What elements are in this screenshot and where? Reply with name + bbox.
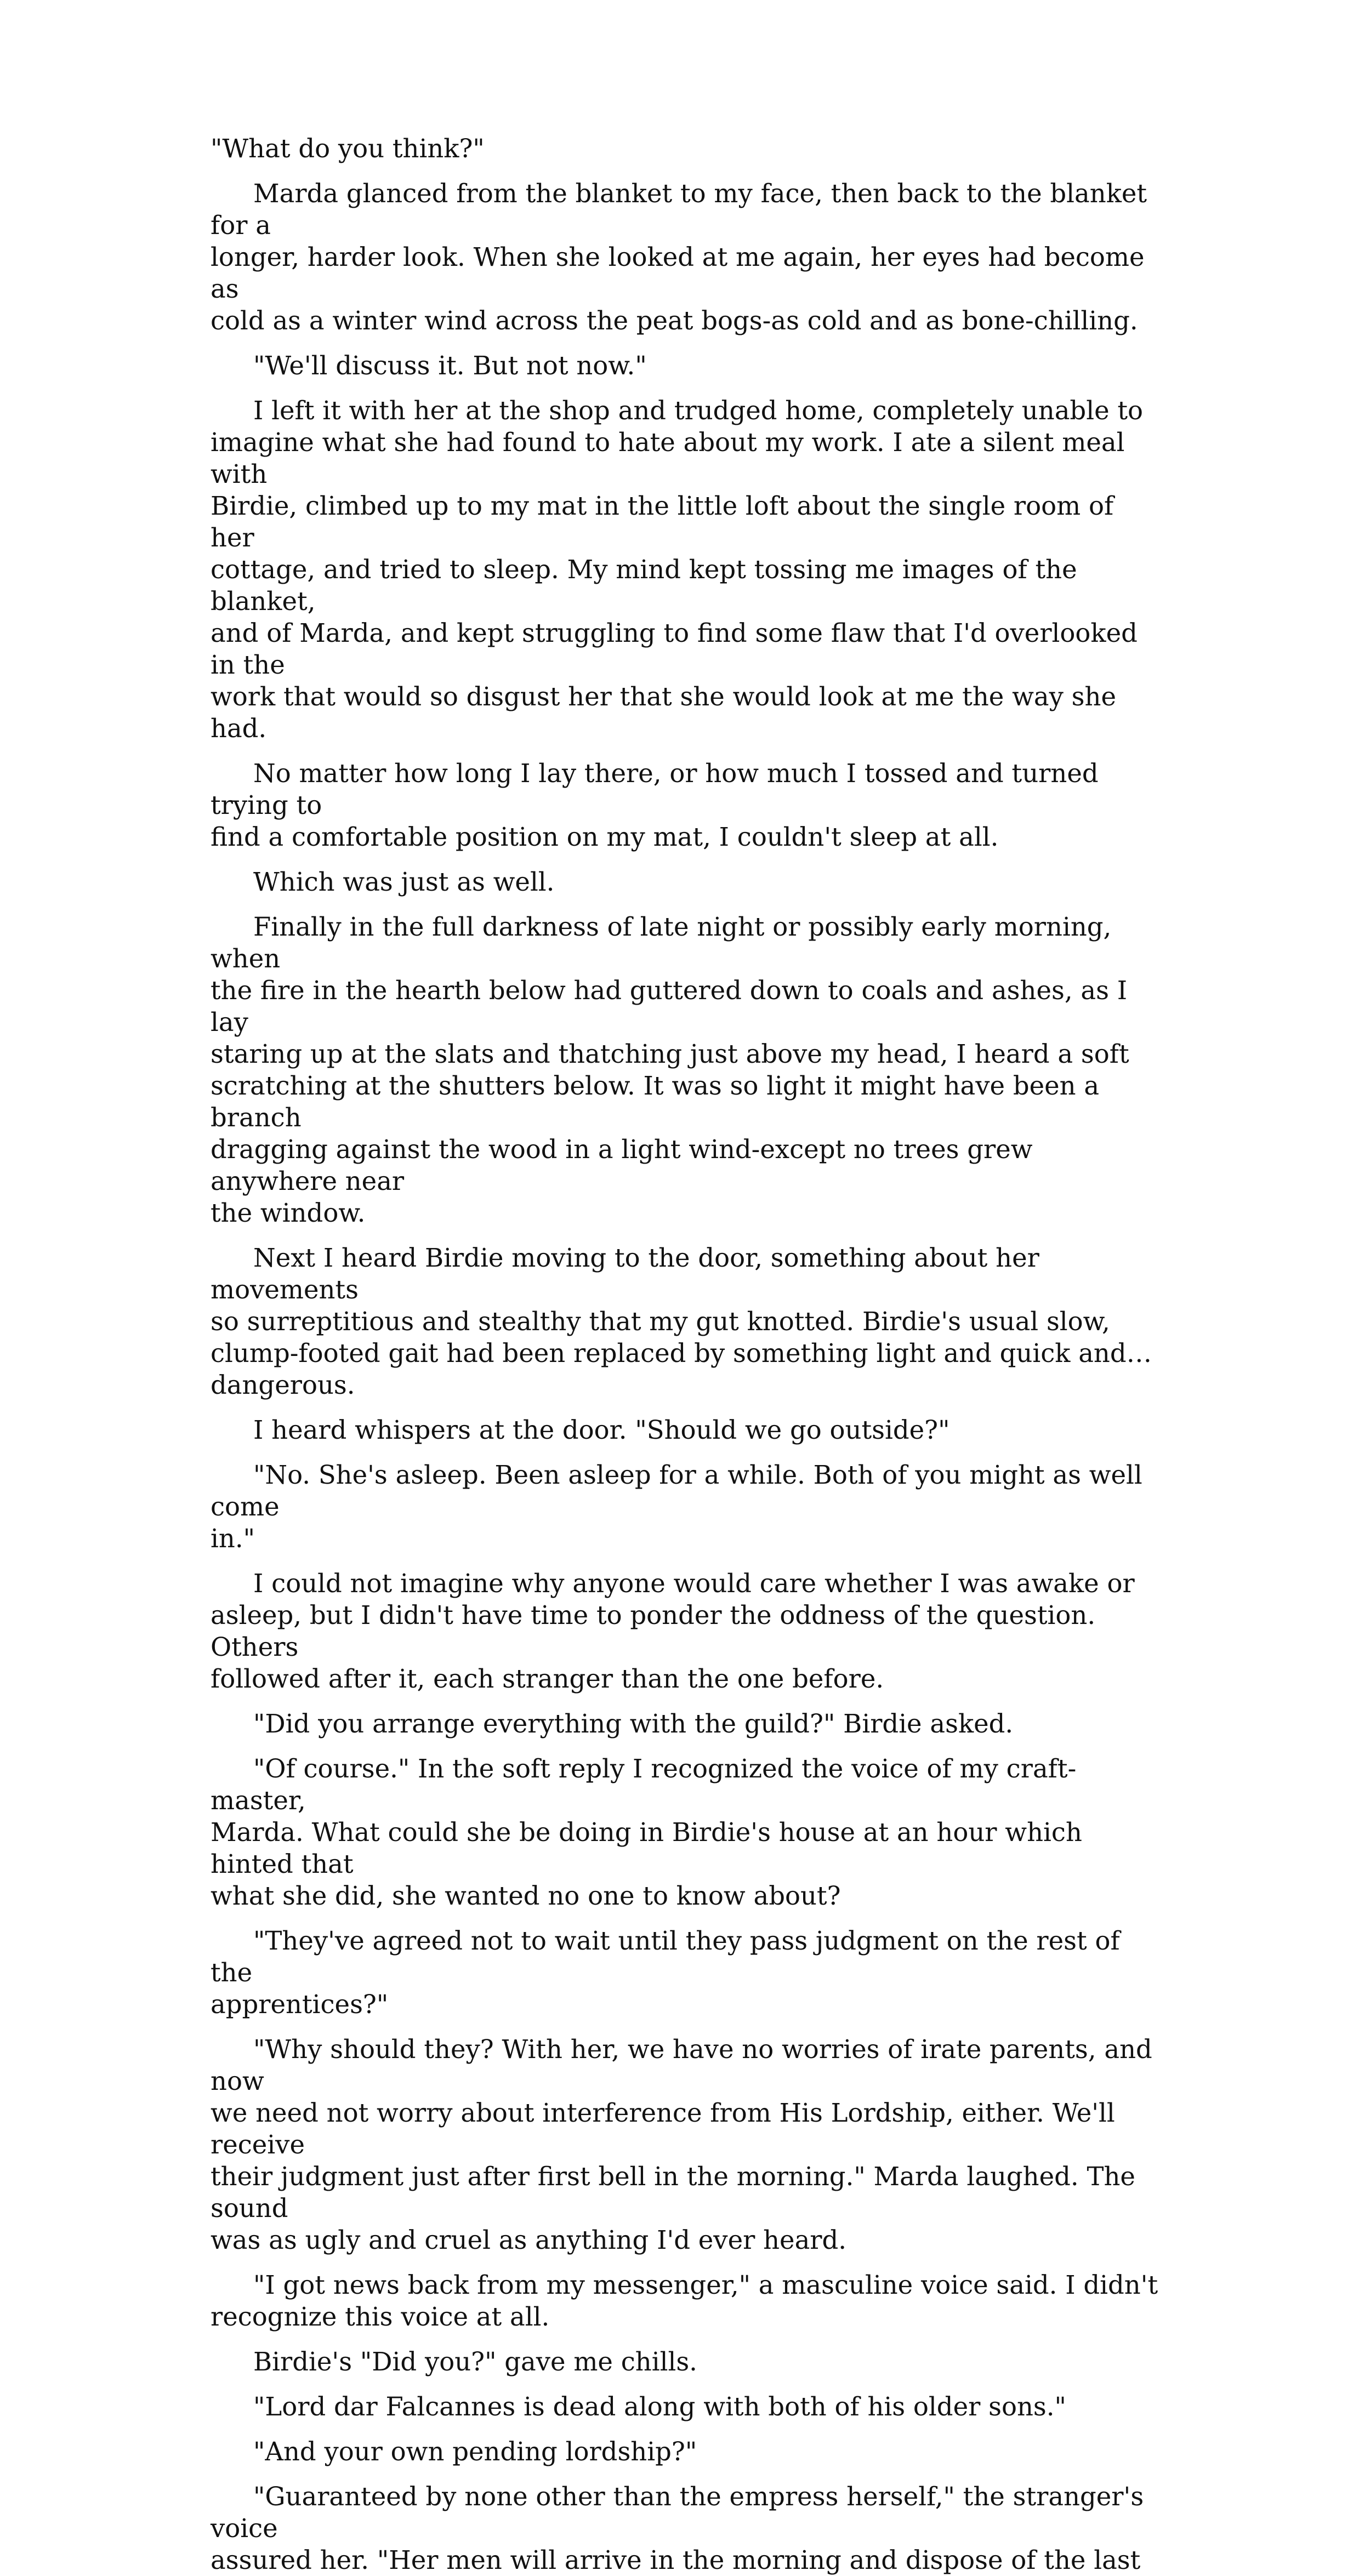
paragraph: Which was just as well.: [253, 867, 555, 897]
paragraph: "I got news back from my messenger," a masculine voice said. I didn't recognize this voice at all.: [211, 2270, 1158, 2332]
paragraph: I heard whispers at the door. "Should we go outside?": [253, 1415, 950, 1445]
paragraph: "Lord dar Falcannes is dead along with both of his older sons.": [253, 2392, 1066, 2421]
paragraph: "They've agreed not to wait until they pass judgment on the rest of the apprentices?": [211, 1926, 1120, 2019]
paragraph: "No. She's asleep. Been asleep for a while. Both of you might as well come in.": [211, 1460, 1142, 1553]
paragraph: Finally in the full darkness of late night or possibly early morning, when the fire in the hearth below had guttered down to coals and ashes, as I lay staring up at the slats and thatching just above my head, I heard a soft scratching at the shutters below. It was so light it might have been a branch dragging against the wood in a light wind-except no trees grew anywhere near the window.: [211, 912, 1129, 1228]
paragraph: Next I heard Birdie moving to the door, something about her movements so surreptitious and stealthy that my gut knotted. Birdie's usual slow, clump-footed gait had been replaced by something light and quick and… dangerous.: [211, 1243, 1152, 1400]
paragraph: "Of course." In the soft reply I recognized the voice of my craft-master, Marda. What could she be doing in Birdie's house at an hour which hinted that what she did, she wanted no one to know about?: [211, 1754, 1082, 1911]
paragraph: "And your own pending lordship?": [253, 2437, 697, 2466]
paragraph: "Why should they? With her, we have no worries of irate parents, and now we need not worry about interference from His Lordship, either. We'll receive their judgment just after first bell in the morning." Marda laughed. The sound was as ugly and cruel as anything I'd ever heard.: [211, 2034, 1152, 2255]
paragraph: I could not imagine why anyone would care whether I was awake or asleep, but I didn't have time to ponder the oddness of the question. Others followed after it, each stranger than the one before.: [211, 1569, 1135, 1694]
paragraph: Birdie's "Did you?" gave me chills.: [253, 2347, 697, 2376]
paragraph: "What do you think?": [211, 134, 485, 163]
paragraph: No matter how long I lay there, or how much I tossed and turned trying to find a comfortable position on my mat, I couldn't sleep at all.: [211, 759, 1099, 852]
paragraph: Marda glanced from the blanket to my face, then back to the blanket for a longer, harder look. When she looked at me again, her eyes had become as cold as a winter wind across the peat bogs-as cold and as bone-chilling.: [211, 179, 1147, 335]
paragraph: "Did you arrange everything with the guild?" Birdie asked.: [253, 1709, 1014, 1739]
paragraph: "Guaranteed by none other than the empress herself," the stranger's voice assured her. "Her men will arrive in the morning and dispose of the last: [211, 2482, 1144, 2575]
paragraph: I left it with her at the shop and trudged home, completely unable to imagine what she had found to hate about my work. I ate a silent meal with Birdie, climbed up to my mat in the little loft about the single room of her cottage, and tried to sleep. My mind kept tossing me images of the blanket, and of Marda, and kept struggling to find some flaw that I'd overlooked in the work that would so disgust her that she would look at me the way she had.: [211, 396, 1144, 743]
body-text: [211, 133, 1162, 2576]
paragraph: "We'll discuss it. But not now.": [253, 351, 647, 380]
